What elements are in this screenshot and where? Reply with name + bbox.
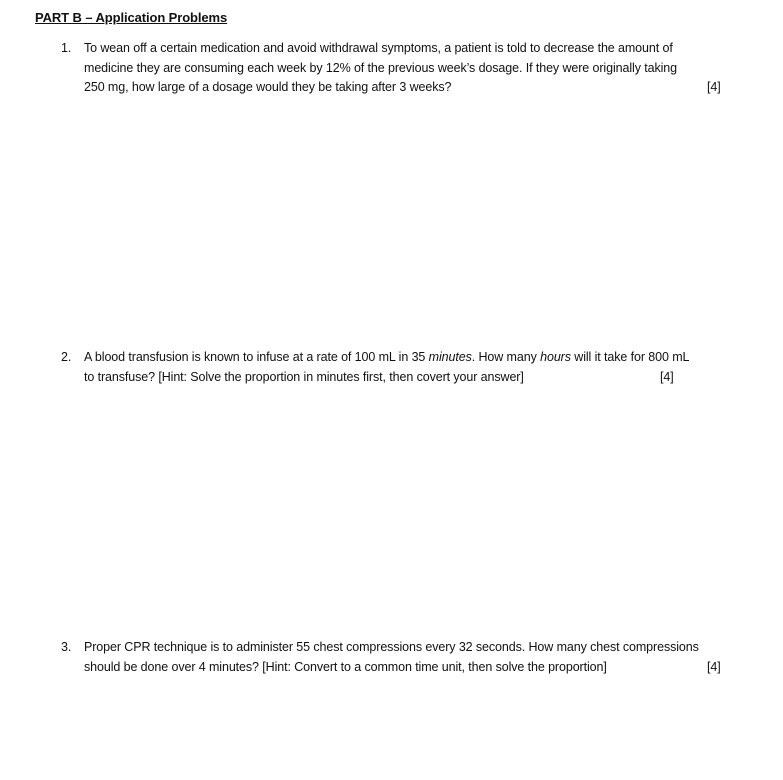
question-text-segment: A blood transfusion is known to infuse at a rate of 100 mL in 35: [84, 350, 429, 364]
question-number: 3.: [61, 640, 72, 654]
question-line: [84, 348, 689, 368]
question-text: [84, 638, 699, 677]
question-line: to transfuse? [Hint: Solve the proportion in minutes first, then covert your answer]: [84, 369, 524, 384]
emphasis-minutes: minutes: [428, 350, 472, 364]
question-line: 250 mg, how large of a dosage would they be taking after 3 weeks?: [84, 80, 452, 94]
question-line: should be done over 4 minutes? [Hint: Convert to a common time unit, then solve the proportion]: [84, 659, 607, 674]
question-text-segment: will it take for 800 mL: [570, 350, 690, 364]
question-text-segment: . How many: [471, 350, 541, 364]
question-number: 2.: [61, 350, 72, 364]
question-line: To wean off a certain medication and avoid withdrawal symptoms, a patient is told to decrease the amount of: [84, 41, 673, 55]
marks-label: [4]: [707, 80, 721, 94]
question-number: 1.: [61, 41, 72, 55]
question-text: [84, 348, 689, 387]
question-text: [84, 39, 677, 98]
marks-label: [4]: [707, 659, 721, 674]
section-title: PART B – Application Problems: [35, 10, 228, 25]
emphasis-hours: hours: [540, 350, 571, 364]
marks-label: [4]: [660, 369, 674, 384]
question-line: Proper CPR technique is to administer 55 chest compressions every 32 seconds. How many chest compressions: [84, 640, 699, 654]
question-line: medicine they are consuming each week by 12% of the previous week’s dosage. If they were originally taking: [84, 60, 677, 75]
